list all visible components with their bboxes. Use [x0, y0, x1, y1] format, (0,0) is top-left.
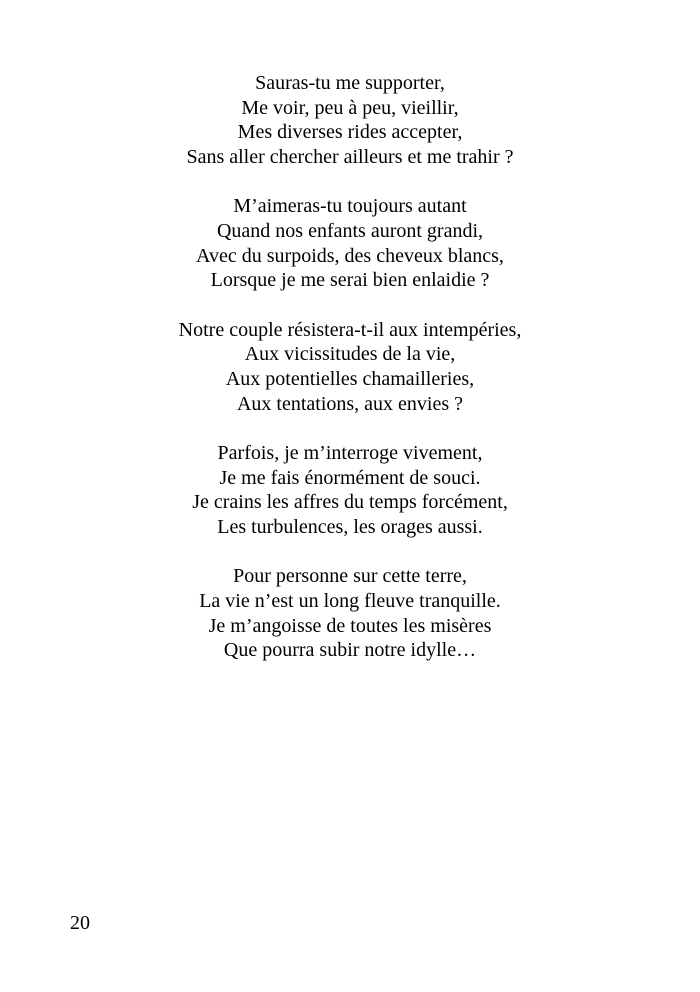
poem-line: Lorsque je me serai bien enlaidie ?	[210, 269, 490, 292]
stanza-3	[0, 318, 700, 417]
poem-line: Me voir, peu à peu, vieillir,	[241, 96, 459, 119]
poem-line: Aux tentations, aux envies ?	[236, 392, 464, 415]
poem-line: Sans aller chercher ailleurs et me trahir ?	[186, 146, 514, 169]
poem-line: Parfois, je m’interroge vivement,	[217, 441, 483, 464]
poem-line: Quand nos enfants auront grandi,	[216, 220, 484, 243]
page-number: 20	[70, 912, 90, 934]
poem-line: Notre couple résistera-t-il aux intempéries,	[178, 318, 522, 341]
poem-line: M’aimeras-tu toujours autant	[233, 195, 467, 218]
poem-line: Avec du surpoids, des cheveux blancs,	[196, 244, 504, 267]
poem-line: Les turbulences, les orages aussi.	[217, 516, 483, 539]
poem-body	[0, 71, 700, 688]
stanza-4	[0, 441, 700, 540]
poem-line: Pour personne sur cette terre,	[233, 565, 467, 588]
stanza-1	[0, 71, 700, 170]
stanza-2	[0, 194, 700, 293]
poem-line: Je m’angoisse de toutes les misères	[208, 614, 492, 637]
poem-line: Aux vicissitudes de la vie,	[244, 343, 456, 366]
poem-line: Je crains les affres du temps forcément,	[192, 491, 508, 514]
poem-line: Je me fais énormément de souci.	[219, 466, 481, 489]
poem-line: Que pourra subir notre idylle…	[223, 639, 477, 662]
poem-line: Sauras-tu me supporter,	[255, 72, 445, 94]
poem-line: La vie n’est un long fleuve tranquille.	[199, 589, 501, 612]
poem-line: Aux potentielles chamailleries,	[225, 368, 475, 391]
stanza-5	[0, 564, 700, 663]
poem-line: Mes diverses rides accepter,	[237, 121, 463, 144]
